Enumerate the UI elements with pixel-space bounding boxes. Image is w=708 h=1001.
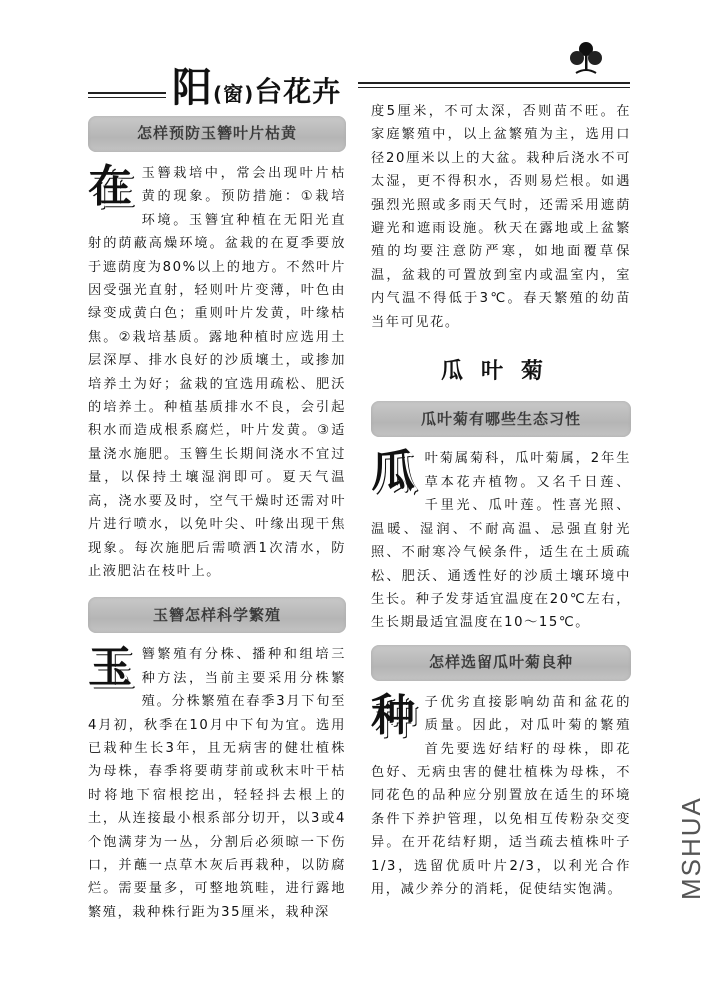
column-title <box>172 56 341 113</box>
masthead-rule-left <box>88 92 166 98</box>
article-banner: 玉簪怎样科学繁殖 <box>88 597 346 633</box>
drop-cap: 种 <box>371 689 417 741</box>
drop-cap: 玉 <box>88 642 134 694</box>
watermark: MSHUA <box>676 796 706 900</box>
article-text: 叶菊属菊科，瓜叶菊属，2年生草本花卉植物。又名千日莲、千里光、瓜叶莲。性喜光照、温暖、湿润、不耐高温、忌强直射光照、不耐寒冷气候条件，适生在土质疏松、肥沃、通透性好的沙质土壤环境中生长。种子发芽适宜温度在20℃左右，生长期最适宜温度在10～15℃。 <box>371 451 631 631</box>
drop-cap: 在 <box>88 161 134 212</box>
right-column <box>371 100 631 901</box>
article-body <box>371 447 631 634</box>
title-rest: 台花卉 <box>254 75 342 108</box>
masthead-rule-right <box>358 82 630 88</box>
article-text: 簪繁殖有分株、播种和组培三种方法，当前主要采用分株繁殖。分株繁殖在春季3月下旬至4月初，秋季在10月中下旬为宜。选用已栽种生长3年，且无病害的健壮植株为母株，春季将要萌芽前或秋末叶干枯时将地下宿根挖出，轻轻抖去根上的土，从连接最小根系部分切开，以3或4个饱满芽为一丛，分割后必须晾一下伤口，并蘸一点草木灰后再栽种，以防腐烂。需要量多，可整地筑畦，进行露地繁殖，栽种株行距为35厘米，栽种深 <box>88 647 346 920</box>
masthead <box>88 52 648 111</box>
article-banner: 怎样选留瓜叶菊良种 <box>371 645 631 681</box>
continuation-text: 度5厘米，不可太深，否则苗不旺。在家庭繁殖中，以上盆繁殖为主，选用口径20厘米以上的大盆。栽种后浇水不可太湿，更不得积水，否则易烂根。如遇强烈光照或多雨天气时，还需采用遮荫避光和遮雨设施。秋天在露地或上盆繁殖的均要注意防严寒，如地面覆草保温，盆栽的可置放到室内或温室内，室内气温不得低于3℃。春天繁殖的幼苗当年可见花。 <box>371 104 631 330</box>
section-title: 瓜叶菊 <box>440 359 561 385</box>
article-text: 子优劣直接影响幼苗和盆花的质量。因此，对瓜叶菊的繁殖首先要选好结籽的母株，即花色好、无病虫害的健壮植株为母株，不同花色的品种应分别置放在适生的环境条件下养护管理，以免相互传粉杂交变异。在开花结籽期，适当疏去植株叶子1/3，选留优质叶片2/3，以利光合作用，减少养分的消耗，促使结实饱满。 <box>371 694 631 897</box>
article-text: 玉簪栽培中，常会出现叶片枯黄的现象。预防措施：①栽培环境。玉簪宜种植在无阳光直射的荫蔽高燥环境。盆栽的在夏季要放于遮荫度为80%以上的地方。不然叶片因受强光直射，轻则叶片变薄，叶色由绿变成黄白色；重则叶片发黄，叶缘枯焦。②栽培基质。露地种植时应选用土层深厚、排水良好的沙质壤土，或掺加培养土为好；盆栽的宜选用疏松、肥沃的培养土。种植基质排水不良，会引起积水而造成根系腐烂，叶片发黄。③适量浇水施肥。玉簪生长期间浇水不宜过量，以保持土壤湿润即可。夏天气温高，浇水要及时，空气干燥时还需对叶片进行喷水，以免叶尖、叶缘出现干焦现象。每次施肥后需喷洒1次清水，防止液肥沾在枝叶上。 <box>88 166 346 579</box>
left-column <box>88 110 346 924</box>
title-paren: (窗) <box>213 82 255 106</box>
drop-cap: 瓜 <box>371 446 417 498</box>
article-body <box>88 643 346 924</box>
clover-plant-icon <box>566 40 606 80</box>
article-banner: 瓜叶菊有哪些生态习性 <box>371 401 631 437</box>
article-banner: 怎样预防玉簪叶片枯黄 <box>88 116 346 152</box>
article-body <box>371 691 631 902</box>
article-body <box>88 162 346 583</box>
title-big-char: 阳 <box>172 65 213 111</box>
